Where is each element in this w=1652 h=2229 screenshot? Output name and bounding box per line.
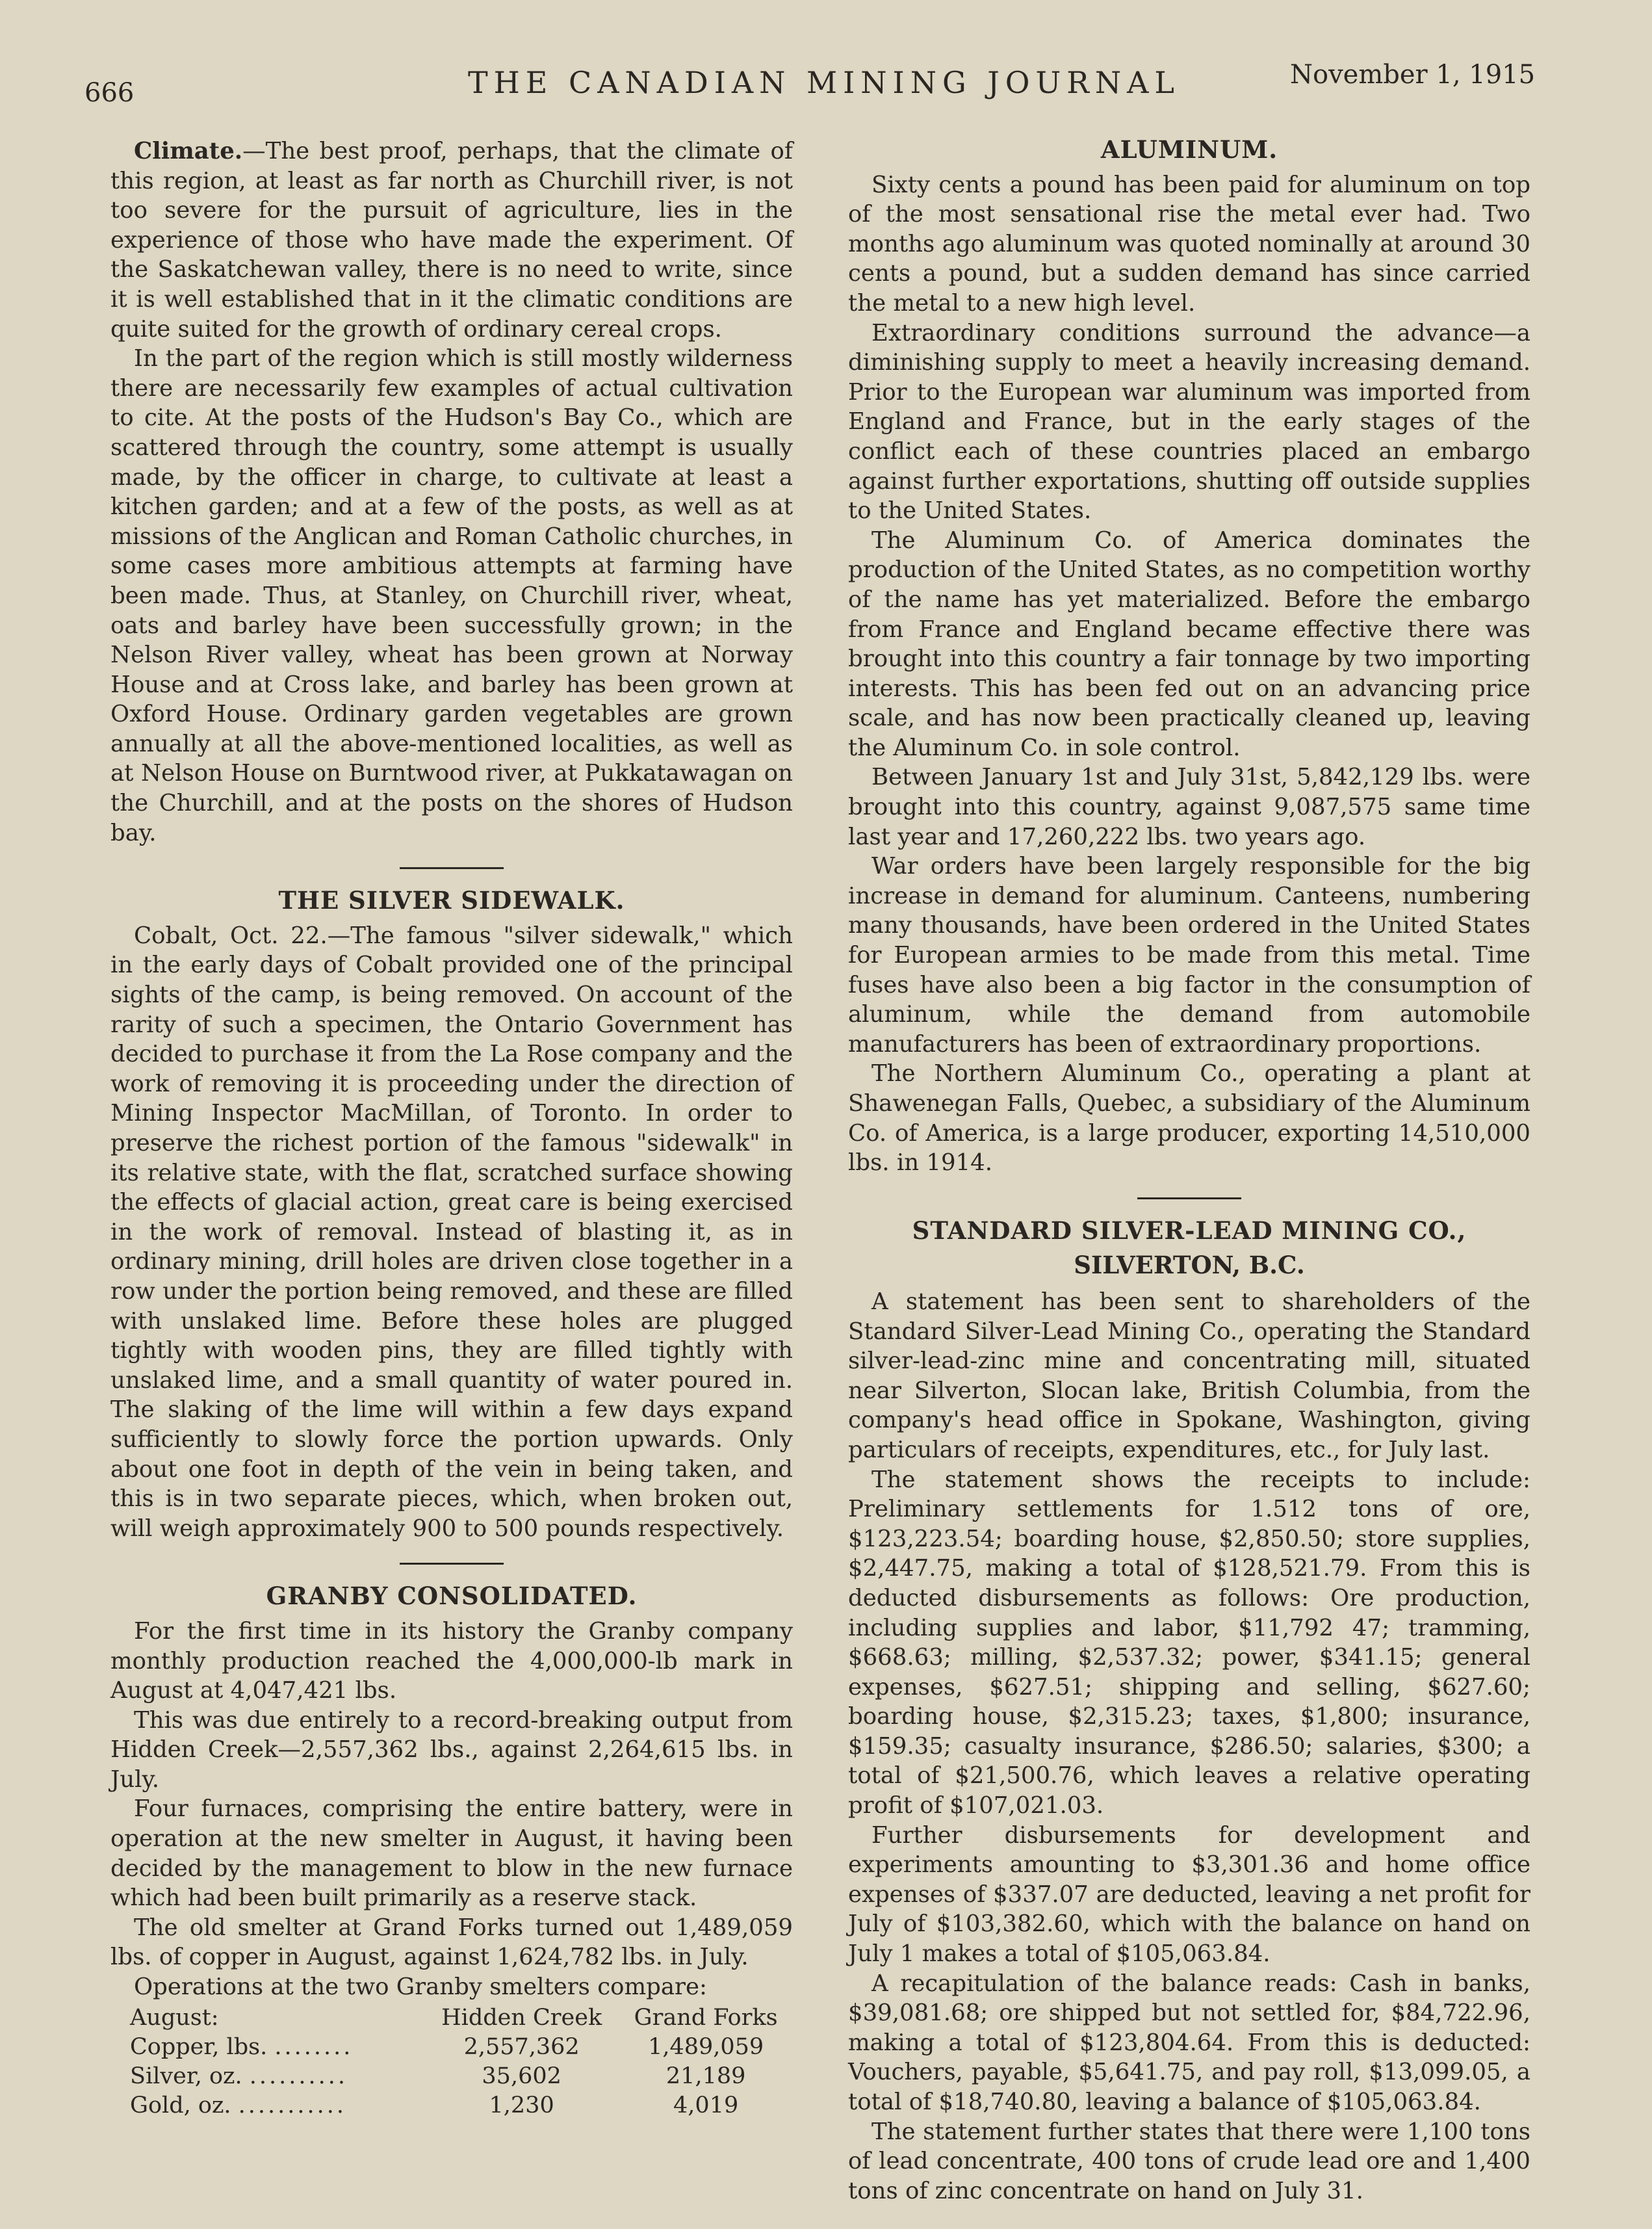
right-column xyxy=(848,129,1530,2206)
granby-paragraph-5: Operations at the two Granby smelters compare: xyxy=(134,1974,707,2001)
issue-date: November 1, 1915 xyxy=(1290,60,1536,90)
aluminum-paragraph-3: The Aluminum Co. of America dominates the production of the United States, as no competition worthy of the name has yet materialized. Before the embargo from France and England became effective there was brought into this country a fair tonnage by two importing interests. This has been fed out on an advancing price scale, and has now been practically cleaned up, leaving the Aluminum Co. in sole control. xyxy=(848,527,1530,761)
section-divider xyxy=(400,867,504,869)
aluminum-paragraph-4: Between January 1st and July 31st, 5,842,129 lbs. were brought into this country, against 9,087,575 same time last year and 17,260,222 lbs. two years ago. xyxy=(848,764,1530,850)
grand-forks-value: 1,489,059 xyxy=(648,2033,764,2060)
grand-forks-value: 4,019 xyxy=(673,2092,739,2118)
grand-forks-value: 21,189 xyxy=(665,2063,746,2089)
granby-title: GRANBY CONSOLIDATED. xyxy=(266,1582,638,1611)
row-label: Gold, oz. xyxy=(130,2092,231,2118)
page-number: 666 xyxy=(84,78,135,108)
silver-sidewalk-paragraph-1: Cobalt, Oct. 22.—The famous "silver sidewalk," which in the early days of Cobalt provided one of the principal sights of the camp, is being removed. On account of the rarity of such a specimen, the Ontario Government has decided to purchase it from the La Rose company and the work of removing it is proceeding under the direction of Mining Inspector MacMillan, of Toronto. In order to preserve the richest portion of the famous "sidewalk" in its relative state, with the flat, scratched surface showing the effects of glacial action, great care is being exercised in the work of removal. Instead of blasting it, as in ordinary mining, drill holes are driven close together in a row under the portion being removed, and these are filled with unslaked lime. Before these holes are plugged tightly with wooden pins, they are filled tightly with unslaked lime, and a small quantity of water poured in. The slaking of the lime will within a few days expand sufficiently to slowly force the portion upwards. Only about one foot in depth of the vein in being taken, and this is in two separate pieces, which, when broken out, will weigh approximately 900 to 500 pounds respectively. xyxy=(110,922,793,1542)
table-header-row xyxy=(110,2003,793,2033)
page-header xyxy=(0,0,1652,130)
granby-paragraph-2: This was due entirely to a record-breaking output from Hidden Creek—2,557,362 lbs., against 2,264,615 lbs. in July. xyxy=(110,1706,793,1793)
hidden-creek-value: 1,230 xyxy=(489,2092,554,2118)
leader-dots: .......... xyxy=(249,2063,348,2089)
climate-lead: Climate. xyxy=(134,138,243,164)
table-row xyxy=(110,2062,793,2091)
standard-paragraph-4: A recapitulation of the balance reads: Cash in banks, $39,081.68; ore shipped but not settled for, $84,722.96, making a total of $123,804.64. From this is deducted: Vouchers, payable, $5,641.75, and pay roll, $13,099.05, a total of $18,740.80, leaving a balance of $105,063.84. xyxy=(848,1970,1530,2115)
standard-title: STANDARD SILVER-LEAD MINING CO., xyxy=(912,1216,1467,1245)
climate-p1-text: —The best proof, perhaps, that the climate of this region, at least as far north as Churchill river, is not too severe for the pursuit of agriculture, lies in the experience of those who have made the experiment. Of the Saskatchewan valley, there is no need to write, since it is well established that in it the climatic conditions are quite suited for the growth of ordinary cereal crops. xyxy=(110,138,793,343)
granby-article xyxy=(110,1582,793,2120)
aluminum-paragraph-1: Sixty cents a pound has been paid for aluminum on top of the most sensational rise the metal ever had. Two months ago aluminum was quoted nominally at around 30 cents a pound, but a sudden demand has since carried the metal to a new high level. xyxy=(848,171,1530,317)
granby-paragraph-3: Four furnaces, comprising the entire battery, were in operation at the new smelter in August, it having been decided by the management to blow in the new furnace which had been built primarily as a reserve stack. xyxy=(110,1795,793,1912)
aluminum-paragraph-2: Extraordinary conditions surround the advance—a diminishing supply to meet a heavily increasing demand. Prior to the European war aluminum was imported from England and France, but in the early stages of the conflict each of these countries placed an embargo against further exportations, shutting off outside supplies to the United States. xyxy=(848,319,1530,525)
section-divider xyxy=(1137,1197,1241,1199)
standard-paragraph-3: Further disbursements for development and experiments amounting to $3,301.36 and home office expenses of $337.07 are deducted, leaving a net profit for July of $103,382.60, which with the balance on hand on July 1 makes a total of $105,063.84. xyxy=(848,1821,1530,1968)
silver-sidewalk-article xyxy=(110,886,793,1543)
aluminum-article xyxy=(848,135,1530,1178)
standard-paragraph-5: The statement further states that there were 1,100 tons of lead concentrate, 400 tons of crude lead ore and 1,400 tons of zinc concentrate on hand on July 31. xyxy=(848,2118,1530,2204)
table-row xyxy=(110,2091,793,2120)
journal-title: THE CANADIAN MINING JOURNAL xyxy=(468,65,1180,100)
row-label: Copper, lbs. xyxy=(130,2033,268,2060)
standard-paragraph-1: A statement has been sent to shareholders of the Standard Silver-Lead Mining Co., operating the Standard silver-lead-zinc mine and concentrating mill, situated near Silverton, Slocan lake, British Columbia, from the company's head office in Spokane, Washington, giving particulars of receipts, expenditures, etc., for July last. xyxy=(848,1288,1530,1463)
hidden-creek-value: 35,602 xyxy=(482,2063,561,2089)
climate-paragraph-2: In the part of the region which is still mostly wilderness there are necessarily few examples of actual cultivation to cite. At the posts of the Hudson's Bay Co., which are scattered through the country, some attempt is usually made, by the officer in charge, to cultivate at least a kitchen garden; and at a few of the posts, as well as at missions of the Anglican and Roman Catholic churches, in some cases more ambitious attempts at farming have been made. Thus, at Stanley, on Churchill river, wheat, oats and barley have been successfully grown; in the Nelson River valley, wheat has been grown at Norway House and at Cross lake, and barley has been grown at Oxford House. Ordinary garden vegetables are grown annually at all the above-mentioned localities, as well as at Nelson House on Burntwood river, at Pukkatawagan on the Churchill, and at the posts on the shores of Hudson bay. xyxy=(110,345,793,846)
granby-paragraph-4: The old smelter at Grand Forks turned out 1,489,059 lbs. of copper in August, against 1,624,782 lbs. in July. xyxy=(110,1914,793,1971)
hidden-creek-value: 2,557,362 xyxy=(463,2033,580,2060)
granby-paragraph-1: For the first time in its history the Granby company monthly production reached the 4,000,000-lb mark in August at 4,047,421 lbs. xyxy=(110,1617,793,1704)
section-divider xyxy=(400,1563,504,1565)
aluminum-paragraph-6: The Northern Aluminum Co., operating a plant at Shawenegan Falls, Quebec, a subsidiary of the Aluminum Co. of America, is a large producer, exporting 14,510,000 lbs. in 1914. xyxy=(848,1060,1530,1177)
table-header-cell: August: xyxy=(130,2004,219,2031)
table-row xyxy=(110,2033,793,2062)
left-column xyxy=(110,137,793,2120)
climate-paragraph-1 xyxy=(110,137,793,344)
aluminum-paragraph-5: War orders have been largely responsible for the big increase in demand for aluminum. Canteens, numbering many thousands, have been ordered in the United States for European armies to be made from this metal. Time fuses have also been a big factor in the consumption of aluminum, while the demand from automobile manufacturers has been of extraordinary proportions. xyxy=(848,853,1530,1058)
table-header-cell: Grand Forks xyxy=(634,2004,778,2031)
standard-subtitle: SILVERTON, B.C. xyxy=(1074,1251,1305,1280)
leader-dots: ........ xyxy=(274,2033,354,2060)
row-label: Silver, oz. xyxy=(130,2063,242,2089)
leader-dots: ........... xyxy=(238,2092,347,2118)
silver-sidewalk-title: THE SILVER SIDEWALK. xyxy=(278,886,625,915)
table-header-cell: Hidden Creek xyxy=(441,2004,602,2031)
standard-silver-lead-article xyxy=(848,1216,1530,2206)
granby-smelter-table xyxy=(110,2003,793,2120)
climate-article xyxy=(110,137,793,848)
aluminum-title: ALUMINUM. xyxy=(1100,135,1278,164)
standard-paragraph-2: The statement shows the receipts to include: Preliminary settlements for 1.512 tons of ore, $123,223.54; boarding house, $2,850.50; store supplies, $2,447.75, making a total of $128,521.79. From this is deducted disbursements as follows: Ore production, including supplies and labor, $11,792 47; tramming, $668.63; milling, $2,537.32; power, $341.15; general expenses, $627.51; shipping and selling, $627.60; boarding house, $2,315.23; taxes, $1,800; insurance, $159.35; casualty insurance, $286.50; salaries, $300; a total of $21,500.76, which leaves a relative operating profit of $107,021.03. xyxy=(848,1466,1530,1819)
